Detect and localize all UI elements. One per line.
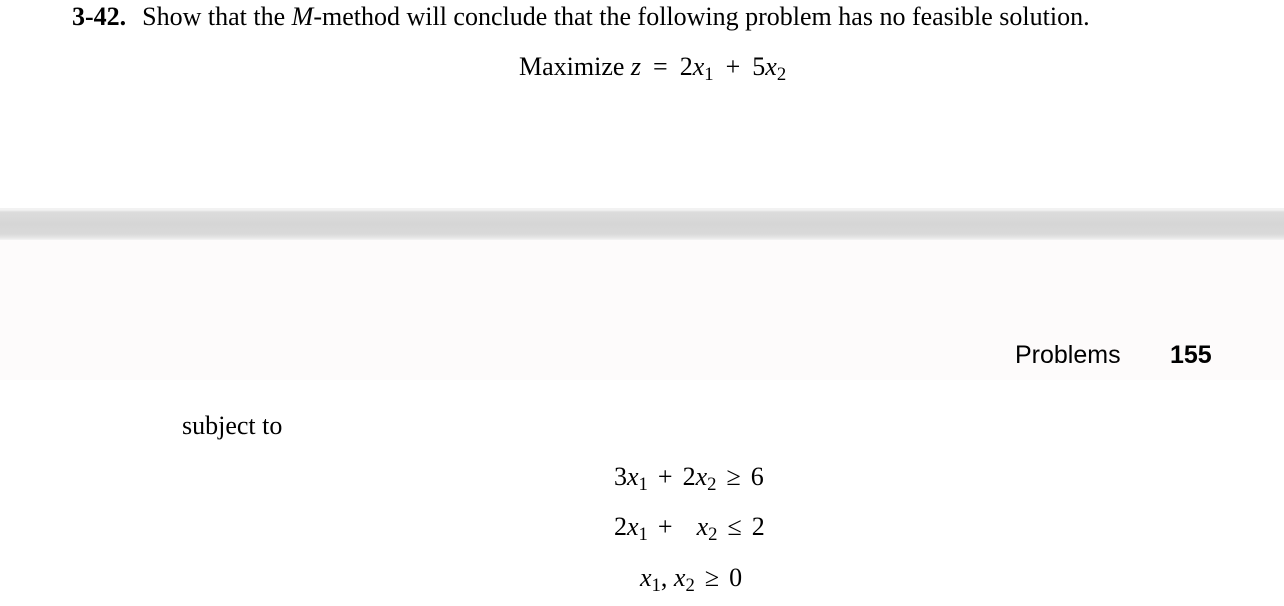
objective-term-2: $5x_2$ — [752, 52, 787, 86]
method-symbol: M — [291, 2, 314, 31]
subject-to-label: subject to — [182, 411, 283, 440]
constraint-1-relation: ≥ — [726, 462, 741, 491]
constraint-1 — [614, 462, 764, 496]
nonneg-rhs: 0 — [729, 563, 743, 592]
objective-relation: = — [653, 52, 668, 81]
nonneg-var-1: $x_1$ — [640, 563, 661, 597]
constraint-2-relation: ≤ — [727, 512, 742, 541]
constraint-1-term-2: $2x_2$ — [682, 462, 717, 496]
constraint-1-rhs: 6 — [750, 462, 764, 491]
nonneg-relation: ≥ — [704, 563, 720, 592]
nonneg-separator: , — [660, 563, 668, 592]
objective-label: Maximize — [519, 52, 625, 81]
constraint-2-term-2: $x_2$ — [696, 512, 718, 546]
nonneg-var-2: $x_2$ — [673, 563, 695, 597]
nonnegativity-constraint — [640, 563, 743, 597]
page-break-divider — [0, 208, 1284, 240]
statement-text-before: Show that the — [142, 2, 292, 31]
objective-function — [519, 52, 787, 86]
problem-statement — [72, 2, 1090, 32]
constraint-2-rhs: 2 — [751, 512, 765, 541]
objective-term-1: $2x_1$ — [679, 52, 714, 86]
constraint-2-plus: + — [657, 512, 673, 541]
running-head: Problems — [1015, 341, 1121, 369]
constraint-1-plus: + — [657, 462, 673, 491]
objective-plus: + — [725, 52, 741, 81]
constraint-1-term-1: $3x_1$ — [614, 462, 648, 496]
page-number: 155 — [1170, 341, 1212, 369]
problem-number: 3-42. — [72, 2, 127, 31]
objective-variable: z — [630, 52, 642, 81]
statement-text-after: -method will conclude that the following problem has no feasible solution. — [313, 2, 1090, 31]
constraint-2-term-1: $2x_1$ — [614, 512, 648, 546]
constraint-2 — [614, 512, 765, 546]
